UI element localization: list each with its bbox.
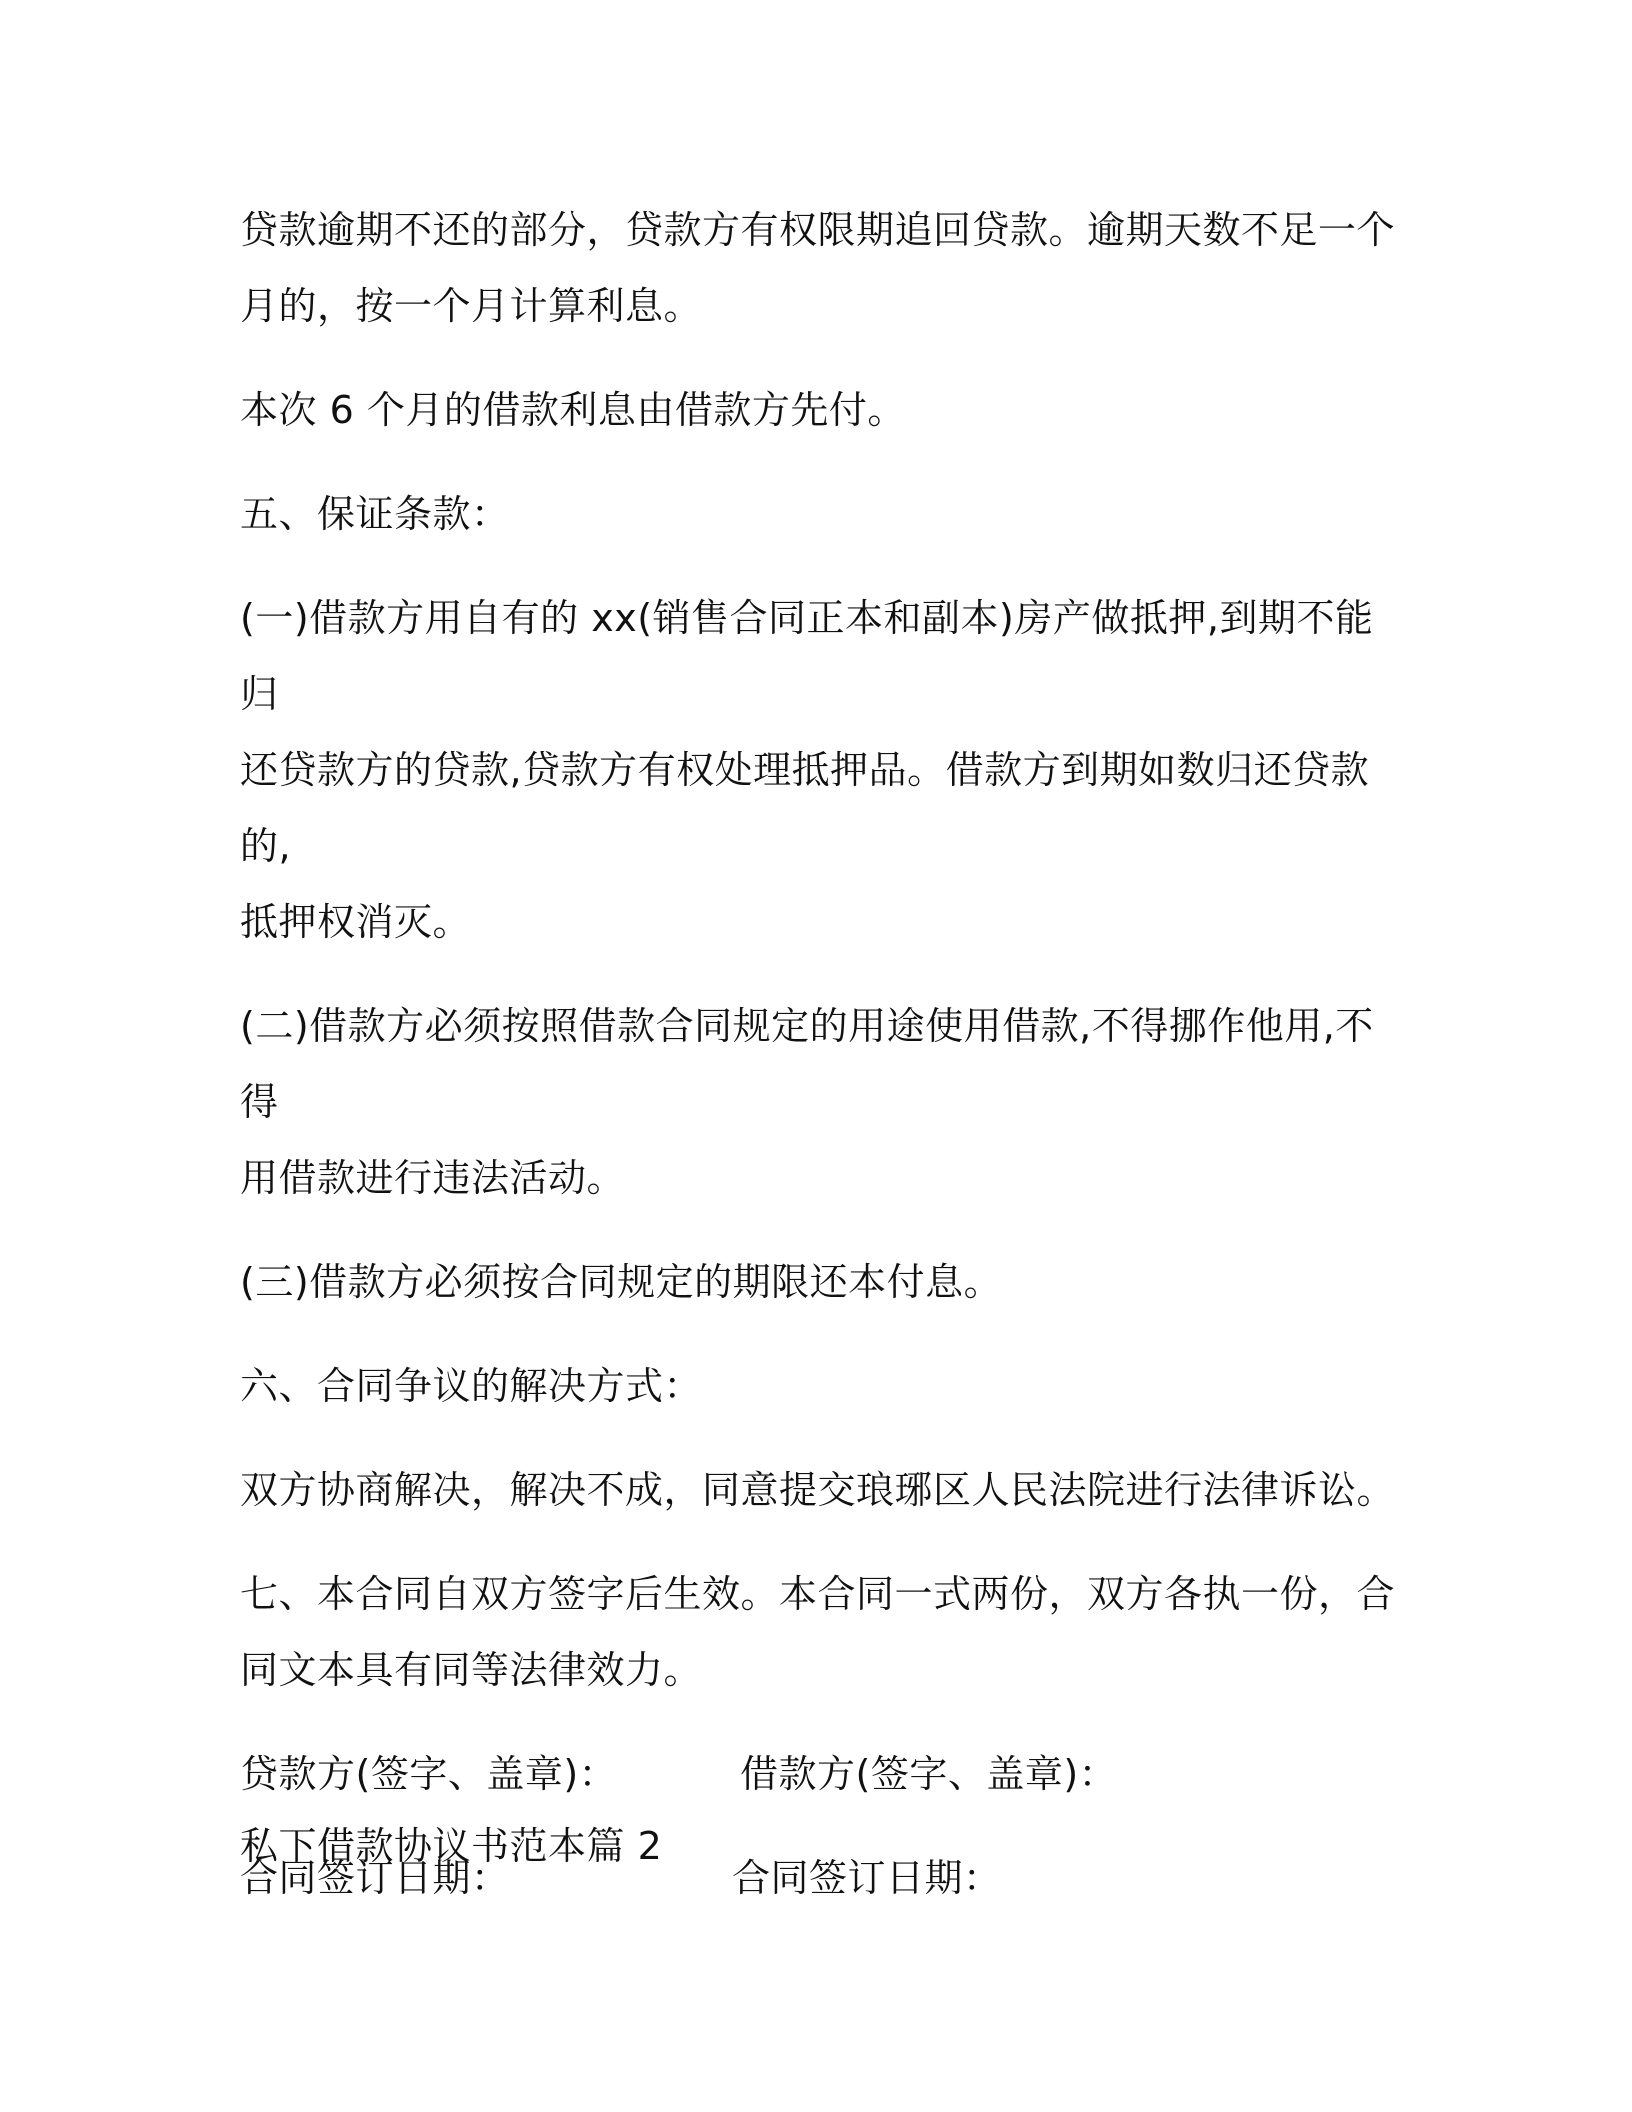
heading-text: 六、合同争议的解决方式： <box>240 1364 703 1408</box>
borrower-signing-date-label: 合同签订日期： <box>732 1856 1002 1900</box>
section-heading-dispute <box>240 1348 1400 1424</box>
paragraph-line: 月的，按一个月计算利息。 <box>240 284 703 328</box>
lender-signature-label: 贷款方(签字、盖章)： <box>240 1752 618 1796</box>
paragraph-interest-prepay <box>240 372 1400 448</box>
next-section-title: 私下借款协议书范本篇 2 <box>240 1824 663 1868</box>
paragraph-dispute-resolution <box>240 1452 1400 1528</box>
paragraph-overdue-terms <box>240 192 1400 344</box>
paragraph-line: 双方协商解决，解决不成，同意提交琅琊区人民法院进行法律诉讼。 <box>240 1468 1396 1512</box>
paragraph-line: 贷款逾期不还的部分，贷款方有权限期追回贷款。逾期天数不足一个 <box>240 208 1396 252</box>
section-heading-guarantee <box>240 476 1400 552</box>
borrower-signature-label: 借款方(签字、盖章)： <box>740 1752 1118 1796</box>
paragraph-line: 用借款进行违法活动。 <box>240 1156 626 1200</box>
clause-3-repayment <box>240 1244 1400 1320</box>
paragraph-line: 还贷款方的贷款,贷款方有权处理抵押品。借款方到期如数归还贷款的, <box>240 748 1370 868</box>
clause-2-usage <box>240 988 1400 1216</box>
document-body <box>240 192 1400 1916</box>
lender-signing-date-label: 合同签订日期： <box>240 1856 510 1900</box>
paragraph-line: (三)借款方必须按合同规定的期限还本付息。 <box>240 1260 1003 1304</box>
paragraph-line: (一)借款方用自有的 xx(销售合同正本和副本)房产做抵押,到期不能归 <box>240 596 1374 716</box>
section-effective-clause <box>240 1556 1400 1708</box>
paragraph-line: 本次 6 个月的借款利息由借款方先付。 <box>240 388 906 432</box>
paragraph-line: 七、本合同自双方签字后生效。本合同一式两份，双方各执一份，合 <box>240 1572 1396 1616</box>
signature-row <box>240 1736 1400 1812</box>
paragraph-line: (二)借款方必须按照借款合同规定的用途使用借款,不得挪作他用,不得 <box>240 1004 1374 1124</box>
heading-text: 五、保证条款： <box>240 492 510 536</box>
paragraph-line: 同文本具有同等法律效力。 <box>240 1648 703 1692</box>
clause-1-mortgage <box>240 580 1400 960</box>
paragraph-line: 抵押权消灭。 <box>240 900 472 944</box>
